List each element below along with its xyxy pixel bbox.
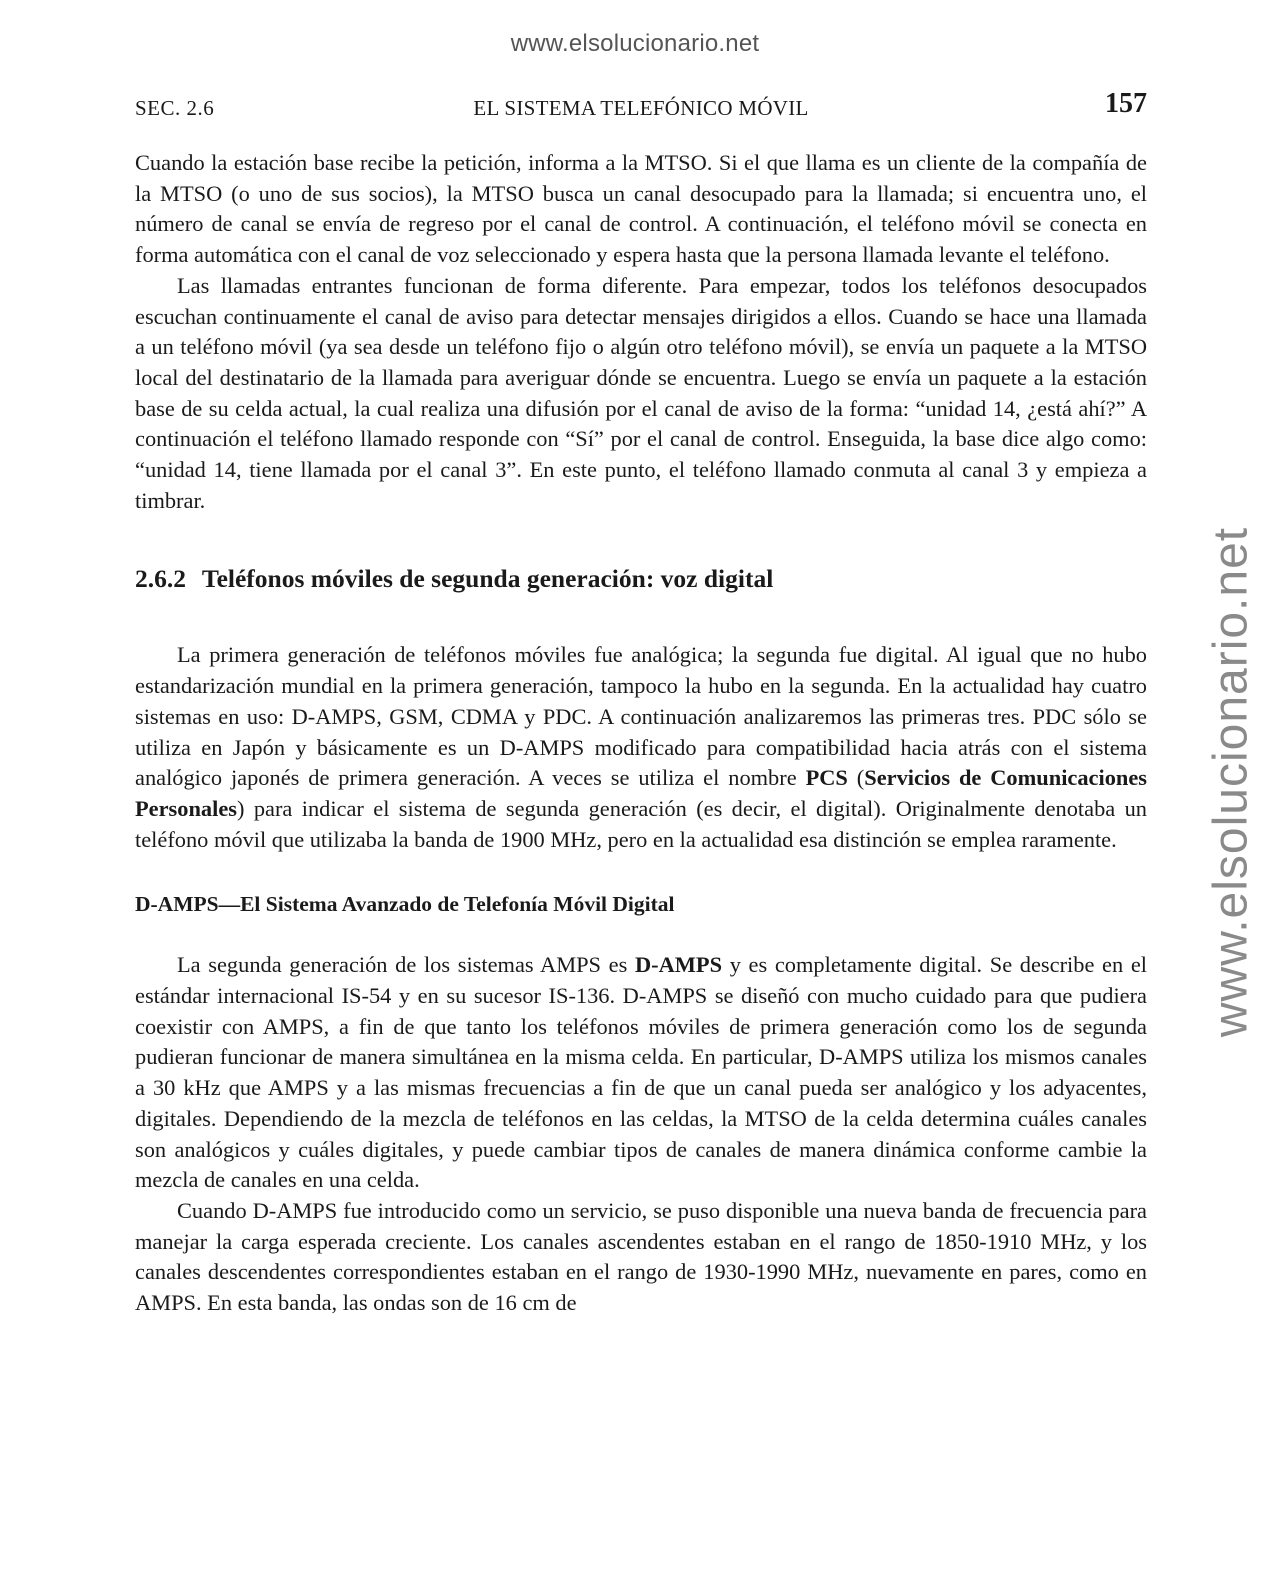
watermark-top: www.elsolucionario.net xyxy=(510,30,760,57)
paragraph-4-text-b: y es completamente digital. Se describe en el estándar internacional IS-54 y en su sucesor IS-136. D-AMPS se diseñó con mucho cuidado para que pudiera coexistir con AMPS, a fin de que tanto los teléfonos móviles de primera generación como los de segunda pudieran funcionar de manera simultánea en la misma celda. En particular, D-AMPS utiliza los mismos canales a 30 kHz que AMPS y a las mismas frecuencias a fin de que un canal pueda ser analógico y los adyacentes, digitales. Dependiendo de la mezcla de teléfonos en las celdas, la MTSO de la celda determina cuáles canales son analógicos y cuáles digitales, y puede cambiar tipos de canales de manera dinámica conforme cambie la mezcla de canales en una celda. xyxy=(135,952,1147,1193)
header-section: SEC. 2.6 xyxy=(135,96,215,120)
subsection-heading: D-AMPS—El Sistema Avanzado de Telefonía Móvil Digital xyxy=(135,892,675,917)
page-number: 157 xyxy=(1105,88,1147,119)
page-body xyxy=(135,148,1147,1319)
section-heading xyxy=(135,563,1147,595)
paragraph-2: Las llamadas entrantes funcionan de forma diferente. Para empezar, todos los teléfonos desocupados escuchan continuamente el canal de aviso para detectar mensajes dirigidos a ellos. Cuando se hace una llamada a un teléfono móvil (ya sea desde un teléfono fijo o algún otro teléfono móvil), se envía un paquete a la MTSO local del destinatario de la llamada para averiguar dónde se encuentra. Luego se envía un paquete a la estación base de su celda actual, la cual realiza una difusión por el canal de aviso de la forma: “unidad 14, ¿está ahí?” A continuación el teléfono llamado responde con “Sí” por el canal de control. Enseguida, la base dice algo como: “unidad 14, tiene llamada por el canal 3”. En este punto, el teléfono llamado conmuta al canal 3 y empieza a timbrar. xyxy=(135,272,1147,513)
term-pcs-expansion: Servicios de Comunicaciones Personales xyxy=(135,765,1148,821)
paragraph-1: Cuando la estación base recibe la petición, informa a la MTSO. Si el que llama es un cliente de la compañía de la MTSO (o uno de sus socios), la MTSO busca un canal desocupado para la llamada; si encuentra uno, el número de canal se envía de regreso por el canal de control. A continuación, el teléfono móvil se conecta en forma automática con el canal de voz seleccionado y espera hasta que la persona llamada levante el teléfono. xyxy=(135,150,1147,268)
paragraph-3-text-b: ( xyxy=(847,765,865,791)
watermark-side: www.elsolucionario.net xyxy=(1204,526,1258,1038)
paragraph-4-text-a: La segunda generación de los sistemas AMPS es xyxy=(177,952,635,978)
paragraph-3-text-a: La primera generación de teléfonos móviles fue analógica; la segunda fue digital. Al igual que no hubo estandarización mundial en la primera generación, tampoco la hubo en la segunda. En la actualidad hay cuatro sistemas en uso: D-AMPS, GSM, CDMA y PDC. A continuación analizaremos las primeras tres. PDC sólo se utiliza en Japón y básicamente es un D-AMPS modificado para compatibilidad hacia atrás con el sistema analógico japonés de primera generación. A veces se utiliza el nombre xyxy=(135,642,1147,791)
paragraph-3-text-c: ) para indicar el sistema de segunda generación (es decir, el digital). Originalmente denotaba un teléfono móvil que utilizaba la banda de 1900 MHz, pero en la actualidad esa distinción se emplea raramente. xyxy=(135,795,1147,852)
paragraph-3 xyxy=(135,640,1147,855)
paragraph-4 xyxy=(135,950,1147,1196)
section-number: 2.6.2 xyxy=(135,564,186,594)
term-d-amps: D-AMPS xyxy=(634,952,723,978)
running-head xyxy=(135,88,1147,124)
header-title: EL SISTEMA TELEFÓNICO MÓVIL xyxy=(473,96,809,120)
paragraph-5: Cuando D-AMPS fue introducido como un servicio, se puso disponible una nueva banda de frecuencia para manejar la carga esperada creciente. Los canales ascendentes estaban en el rango de 1850-1910 MHz, y los canales descendentes correspondientes estaban en el rango de 1930-1990 MHz, nuevamente en pares, como en AMPS. En esta banda, las ondas son de 16 cm de xyxy=(135,1197,1147,1316)
term-pcs: PCS xyxy=(805,765,848,791)
section-title: Teléfonos móviles de segunda generación: voz digital xyxy=(201,564,774,594)
